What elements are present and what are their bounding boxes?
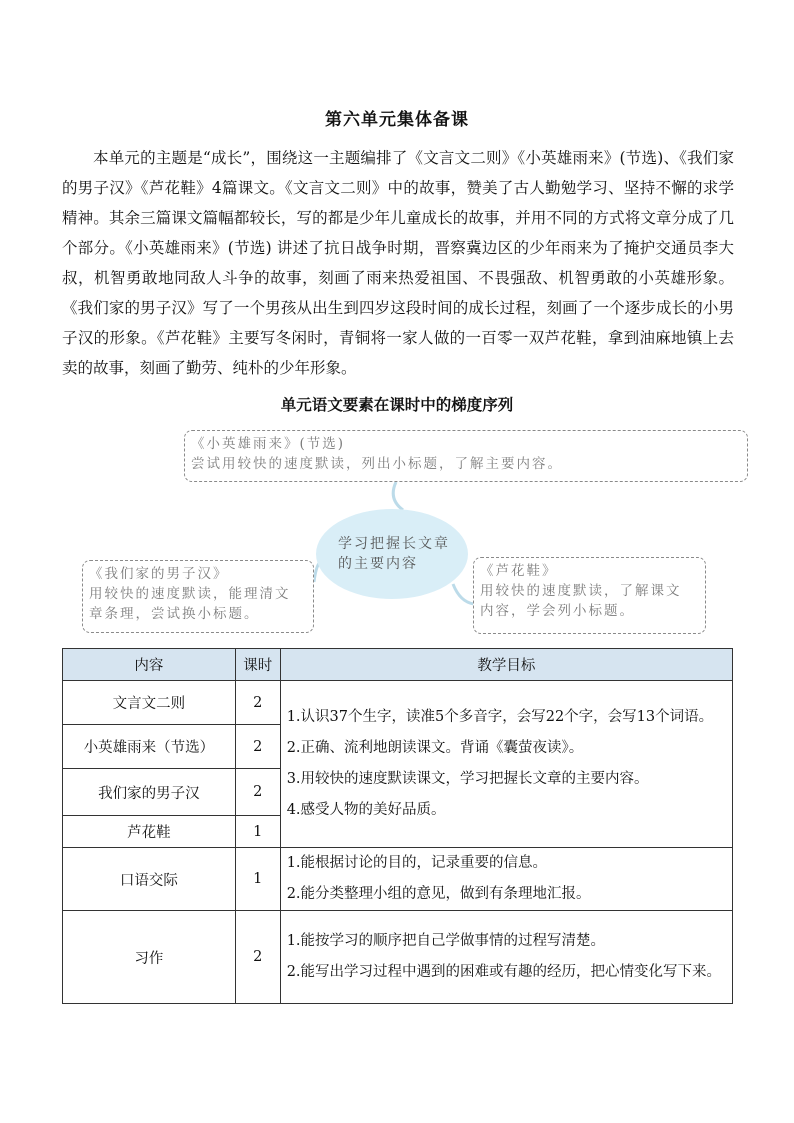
content-cell: 习作	[63, 911, 236, 1004]
lesson-box-luhuaxie	[473, 557, 706, 634]
column-header-goals: 教学目标	[280, 649, 732, 681]
content-cell: 小英雄雨来（节选）	[63, 725, 236, 769]
unit-plan-table	[62, 648, 733, 1004]
content-cell: 口语交际	[63, 848, 236, 911]
lesson-box-text: 内容，学会列小标题。	[480, 603, 635, 619]
column-header-content: 内容	[63, 649, 236, 681]
column-header-hours: 课时	[235, 649, 280, 681]
section-subtitle: 单元语文要素在课时中的梯度序列	[280, 395, 514, 414]
table-row	[63, 681, 733, 725]
content-cell: 芦花鞋	[63, 816, 236, 848]
goal-item: 3.用较快的速度默读课文，学习把握长文章的主要内容。	[286, 771, 649, 787]
lesson-box-title: 《我们家的男子汉》	[89, 566, 229, 582]
table-header-row	[63, 649, 733, 681]
hours-cell: 1	[235, 848, 280, 911]
intro-paragraph: 本单元的主题是“成长”，围绕这一主题编排了《文言文二则》《小英雄雨来》(节选)、《我们家的男子汉》《芦花鞋》4篇课文。《文言文二则》中的故事，赞美了古人勤勉学习、坚持不懈的求学精神。其余三篇课文篇幅都较长，写的都是少年儿童成长的故事，并用不同的方式将文章分成了几个部分。《小英雄雨来》(节选) 讲述了抗日战争时期，晋察冀边区的少年雨来为了掩护交通员李大叔，机智勇敢地同敌人斗争的故事，刻画了雨来热爱祖国、不畏强敌、机智勇敢的小英雄形象。《我们家的男子汉》写了一个男孩从出生到四岁这段时间的成长过程，刻画了一个逐步成长的小男子汉的形象。《芦花鞋》主要写冬闲时，青铜将一家人做的一百零一双芦花鞋，拿到油麻地镇上去卖的故事，刻画了勤劳、纯朴的少年形象。	[62, 149, 734, 377]
goal-item: 2.正确、流利地朗读课文。背诵《囊萤夜读》。	[286, 740, 584, 756]
goals-cell-reading	[280, 681, 732, 848]
goal-item: 2.能写出学习过程中遇到的困难或有趣的经历，把心情变化写下来。	[286, 964, 722, 980]
content-cell: 我们家的男子汉	[63, 769, 236, 816]
central-topic-line: 的主要内容	[338, 556, 418, 572]
central-topic-bubble	[316, 509, 468, 599]
goals-cell-oral	[280, 848, 732, 911]
content-cell: 文言文二则	[63, 681, 236, 725]
goal-item: 2.能分类整理小组的意见，做到有条理地汇报。	[286, 886, 591, 902]
lesson-box-text: 用较快的速度默读，了解课文	[480, 583, 682, 599]
hours-cell: 2	[235, 681, 280, 725]
goal-item: 1.能根据讨论的目的，记录重要的信息。	[286, 855, 548, 871]
goal-item: 1.认识37个生字，读准5个多音字，会写22个字，会写13个词语。	[286, 709, 714, 725]
hours-cell: 1	[235, 816, 280, 848]
lesson-box-nanzihan	[82, 560, 314, 633]
connector-top	[393, 482, 403, 510]
hours-cell: 2	[235, 725, 280, 769]
lesson-box-text: 章条理，尝试换小标题。	[89, 606, 260, 622]
lesson-box-title: 《芦花鞋》	[480, 563, 558, 579]
table-row	[63, 911, 733, 1004]
hours-cell: 2	[235, 911, 280, 1004]
lesson-box-text: 尝试用较快的速度默读，列出小标题，了解主要内容。	[191, 456, 563, 472]
table-row	[63, 848, 733, 911]
lesson-box-title: 《小英雄雨来》(节选)	[191, 436, 346, 452]
mind-map	[58, 424, 738, 642]
page-title: 第六单元集体备课	[325, 110, 469, 130]
goal-item: 4.感受人物的美好品质。	[286, 802, 446, 818]
lesson-box-text: 用较快的速度默读，能理清文	[89, 586, 291, 602]
goal-item: 1.能按学习的顺序把自己学做事情的过程写清楚。	[286, 933, 606, 949]
lesson-box-yulai	[184, 430, 748, 482]
connector-right	[453, 584, 474, 604]
hours-cell: 2	[235, 769, 280, 816]
goals-cell-writing	[280, 911, 732, 1004]
central-topic-line: 学习把握长文章	[338, 536, 450, 552]
